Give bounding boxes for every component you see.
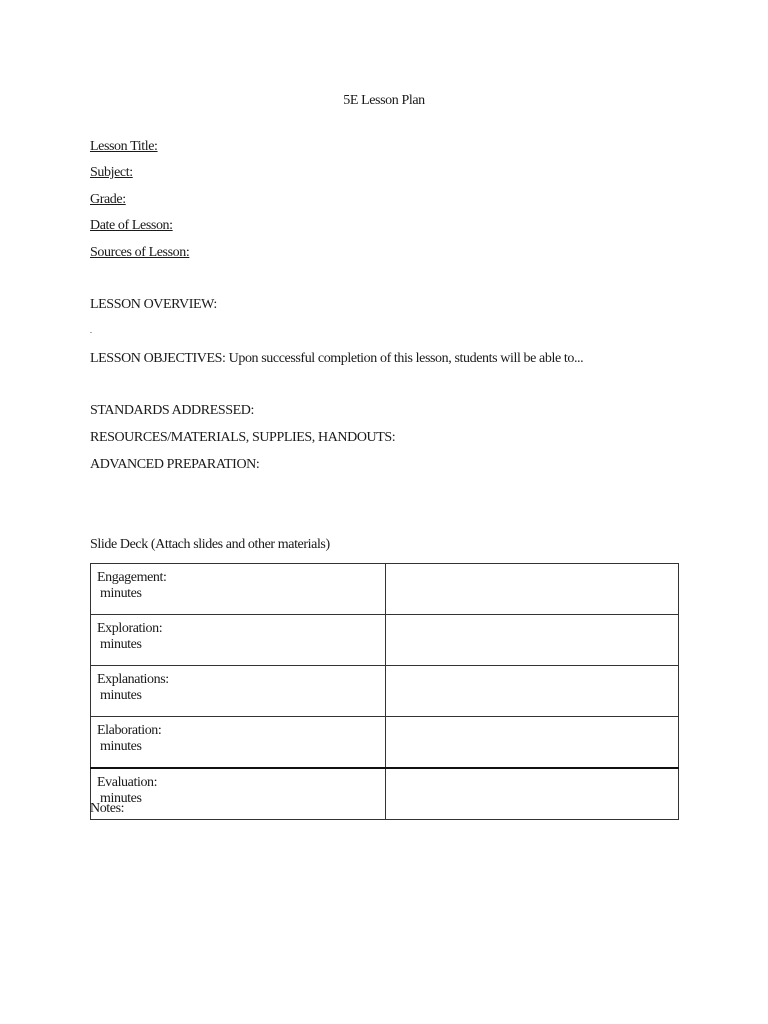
table-row	[91, 768, 679, 820]
lesson-overview-heading: LESSON OVERVIEW:	[90, 297, 217, 312]
phase-name: Exploration:	[97, 621, 163, 636]
phase-minutes: minutes	[100, 637, 142, 652]
phase-minutes: minutes	[100, 688, 142, 703]
phase-name: Engagement:	[97, 570, 167, 585]
phase-content-cell[interactable]	[386, 615, 679, 666]
table-row	[91, 717, 679, 769]
field-sources: Sources of Lesson:	[90, 245, 190, 260]
phases-table	[90, 563, 679, 820]
field-grade: Grade:	[90, 192, 126, 207]
field-subject: Subject:	[90, 165, 133, 180]
table-row	[91, 564, 679, 615]
phase-name: Evaluation:	[97, 775, 158, 790]
table-row	[91, 666, 679, 717]
table-row	[91, 615, 679, 666]
phase-name: Elaboration:	[97, 723, 162, 738]
resources-heading: RESOURCES/MATERIALS, SUPPLIES, HANDOUTS:	[90, 430, 396, 445]
phase-content-cell[interactable]	[386, 666, 679, 717]
field-date: Date of Lesson:	[90, 218, 173, 233]
phase-content-cell[interactable]	[386, 564, 679, 615]
preparation-heading: ADVANCED PREPARATION:	[90, 457, 260, 472]
lesson-objectives-heading: LESSON OBJECTIVES: Upon successful completion of this lesson, students will be able to...	[90, 351, 584, 366]
phase-minutes: minutes	[100, 791, 142, 806]
standards-heading: STANDARDS ADDRESSED:	[90, 403, 254, 418]
overview-dot: .	[90, 326, 92, 335]
phase-content-cell[interactable]	[386, 717, 679, 769]
slide-deck-heading: Slide Deck (Attach slides and other materials)	[90, 537, 330, 552]
page-title: 5E Lesson Plan	[343, 93, 425, 108]
phase-name: Explanations:	[97, 672, 169, 687]
phase-content-cell[interactable]	[386, 768, 679, 820]
notes-label: Notes:	[90, 801, 125, 816]
phase-minutes: minutes	[100, 586, 142, 601]
field-lesson-title: Lesson Title:	[90, 139, 158, 154]
phase-minutes: minutes	[100, 739, 142, 754]
